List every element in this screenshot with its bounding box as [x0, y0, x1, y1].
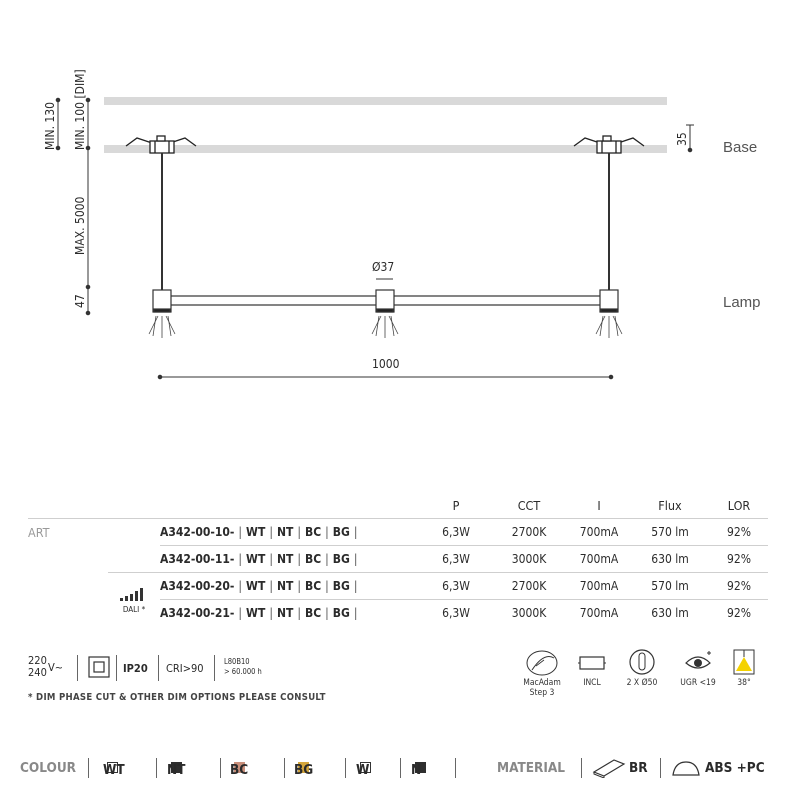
cell-cct: 2700K — [490, 519, 568, 546]
colour-code: NT — [167, 762, 186, 778]
header-flux: Flux — [658, 497, 682, 513]
colour-code: N — [411, 762, 422, 778]
dim-width: 1000 — [372, 357, 400, 371]
colour-code: W — [356, 762, 370, 778]
dim-min130: MIN. 130 — [43, 101, 57, 150]
dim-max5000: MAX. 5000 — [73, 196, 87, 255]
voltage-2: 240 — [28, 666, 47, 679]
driver-icon — [578, 654, 606, 672]
product-code: A342-00-10- — [160, 525, 235, 539]
art-label: ART — [28, 519, 108, 546]
header-lor: LOR — [727, 497, 751, 513]
colour-code: WT — [103, 762, 125, 778]
brass-material-icon — [592, 758, 626, 778]
variant-code: BC — [305, 579, 322, 593]
ugr-label: UGR <19 — [680, 678, 716, 688]
class2-insulation-icon — [88, 656, 110, 678]
lifetime-l80: L80B10 — [224, 657, 250, 666]
cell-cct: 3000K — [490, 600, 568, 627]
cell-flux: 630 lm — [630, 600, 710, 627]
header-p: P — [452, 497, 460, 513]
variant-code: BG — [332, 579, 350, 593]
cell-lor: 92% — [710, 600, 768, 627]
light-rays — [149, 316, 622, 338]
variant-code: BC — [305, 525, 322, 539]
beam-angle-icon — [733, 649, 755, 675]
colour-code: BC — [230, 762, 249, 778]
bulb-icon — [629, 648, 655, 676]
cell-i: 700mA — [568, 573, 630, 600]
divider — [77, 655, 78, 681]
header-cct: CCT — [517, 497, 541, 513]
label-base: Base — [723, 139, 758, 156]
lamp-bar — [153, 290, 618, 312]
table-row: DALI * A342-00-20- | WT | NT | BC | BG | 6,3W 2700K 700mA 570 lm 92% — [28, 573, 768, 600]
variant-code: NT — [276, 579, 294, 593]
cell-p: 6,3W — [422, 600, 490, 627]
cell-cct: 2700K — [490, 573, 568, 600]
variant-code: BG — [332, 525, 350, 539]
cell-cct: 3000K — [490, 546, 568, 573]
cell-i: 700mA — [568, 600, 630, 627]
footer — [0, 758, 800, 780]
ceiling-top — [104, 97, 667, 105]
material-br: BR — [629, 760, 648, 776]
table-row: A342-00-21- | WT | NT | BC | BG | 6,3W 3000K 700mA 630 lm 92% — [28, 600, 768, 627]
header-i: I — [597, 497, 601, 513]
material-label: MATERIAL — [497, 760, 566, 776]
ip-rating: IP20 — [123, 662, 148, 675]
ceiling-bottom — [104, 145, 667, 153]
cell-p: 6,3W — [422, 573, 490, 600]
variant-code: BC — [305, 552, 322, 566]
cell-flux: 570 lm — [630, 519, 710, 546]
variant-code: BG — [332, 552, 350, 566]
table-row: A342-00-11- | WT | NT | BC | BG | 6,3W 3000K 700mA 630 lm 92% — [28, 546, 768, 573]
divider — [158, 655, 159, 681]
table-header — [28, 492, 768, 519]
product-code: A342-00-11- — [160, 552, 235, 566]
lamps-label: 2 X Ø50 — [626, 678, 658, 688]
lifetime — [224, 657, 262, 677]
variant-code: WT — [246, 579, 266, 593]
voltage-spec — [28, 655, 47, 679]
cell-flux: 630 lm — [630, 546, 710, 573]
voltage-1: 220 — [28, 654, 47, 667]
dimension-width — [158, 375, 613, 379]
cell-lor: 92% — [710, 519, 768, 546]
dim-note: * DIM PHASE CUT & OTHER DIM OPTIONS PLEASE CONSULT — [28, 692, 326, 703]
cell-p: 6,3W — [422, 519, 490, 546]
product-code: A342-00-21- — [160, 606, 235, 620]
voltage-suffix: V~ — [48, 661, 64, 674]
macadam-label: MacAdam Step 3 — [523, 678, 561, 698]
lifetime-hours: > 60.000 h — [224, 667, 262, 676]
table-row: ART A342-00-10- | WT | NT | BC | BG | 6,3W 2700K 700mA 570 lm 92% — [28, 519, 768, 546]
dim-47: 47 — [73, 294, 87, 308]
product-code: A342-00-20- — [160, 579, 235, 593]
colour-label: COLOUR — [20, 760, 77, 776]
macadam-icon — [522, 648, 562, 678]
variant-code: BG — [332, 606, 350, 620]
variant-code: WT — [246, 525, 266, 539]
ugr-eye-icon — [683, 651, 713, 673]
incl-label: INCL — [583, 678, 601, 688]
divider — [214, 655, 215, 681]
cell-p: 6,3W — [422, 546, 490, 573]
abs-pc-material-icon — [671, 760, 701, 778]
dim-35: 35 — [675, 132, 689, 146]
cri-rating: CRI>90 — [166, 662, 204, 675]
label-lamp: Lamp — [723, 294, 761, 311]
variant-code: NT — [276, 552, 294, 566]
dim-dia: Ø37 — [372, 260, 395, 274]
material-abspc: ABS +PC — [705, 760, 765, 776]
cell-lor: 92% — [710, 546, 768, 573]
cell-i: 700mA — [568, 519, 630, 546]
variant-code: NT — [276, 525, 294, 539]
variant-code: WT — [246, 552, 266, 566]
variant-code: BC — [305, 606, 322, 620]
divider — [116, 655, 117, 681]
variant-code: NT — [276, 606, 294, 620]
dali-dimming-icon — [119, 586, 149, 602]
angle-label: 38° — [737, 678, 751, 688]
cell-lor: 92% — [710, 573, 768, 600]
cell-flux: 570 lm — [630, 573, 710, 600]
variant-code: WT — [246, 606, 266, 620]
dim-min100: MIN. 100 [DIM] — [73, 69, 87, 150]
spec-table — [28, 492, 768, 626]
cell-i: 700mA — [568, 546, 630, 573]
dali-label: DALI * — [122, 604, 146, 614]
colour-code: BG — [294, 762, 314, 778]
